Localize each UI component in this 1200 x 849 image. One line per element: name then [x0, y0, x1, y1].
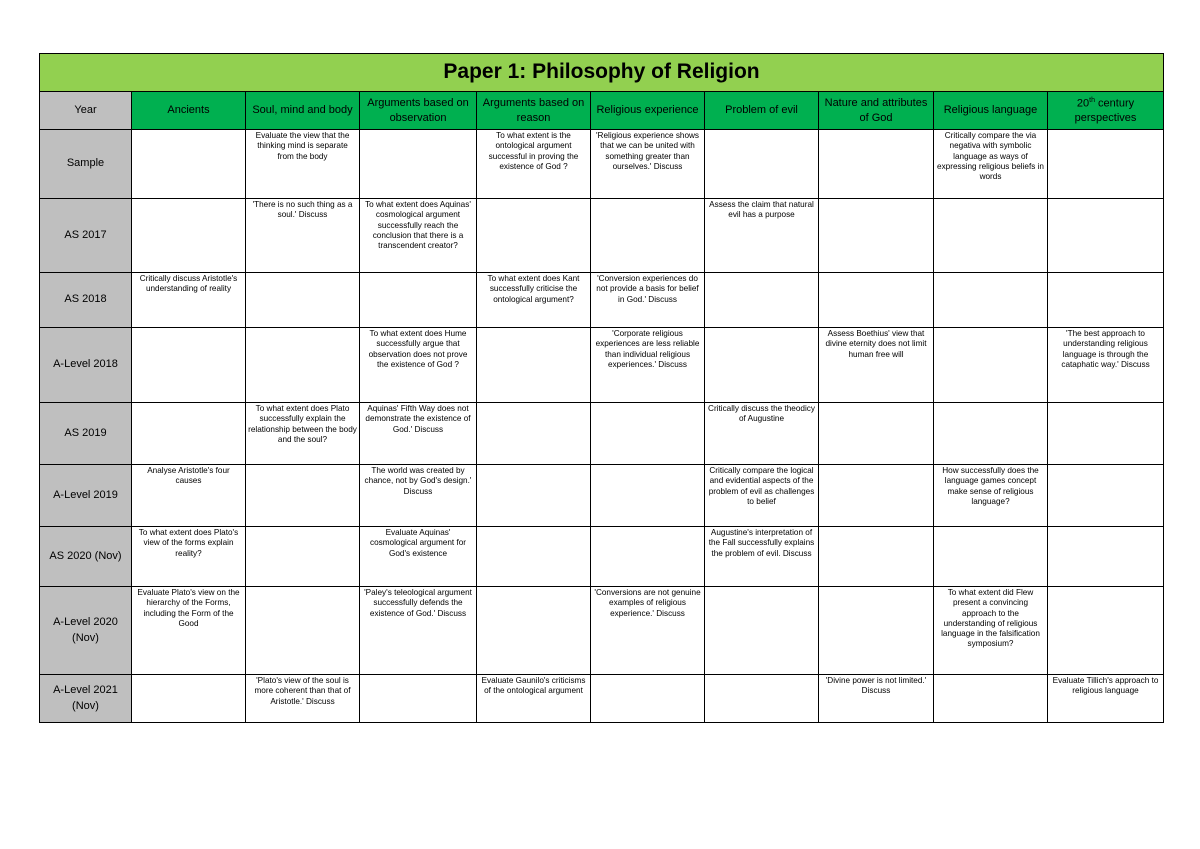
question-cell [705, 273, 819, 328]
question-cell: Analyse Aristotle's four causes [132, 465, 246, 527]
question-cell [819, 130, 934, 199]
table-row [40, 403, 1164, 465]
question-cell [705, 328, 819, 403]
question-cell [246, 527, 360, 587]
question-cell: Critically compare the via negativa with symbolic language as ways of expressing religious beliefs in words [934, 130, 1048, 199]
table-row [40, 273, 1164, 328]
revision-grid-table [39, 53, 1164, 723]
question-cell [132, 199, 246, 273]
question-cell [477, 403, 591, 465]
topic-column-header: Nature and attributes of God [819, 92, 934, 130]
question-cell: 'Corporate religious experiences are less reliable than individual religious experiences.' Discuss [591, 328, 705, 403]
question-cell: To what extent did Flew present a convincing approach to the understanding of religious language in the falsification symposium? [934, 587, 1048, 675]
question-cell [591, 527, 705, 587]
question-cell: To what extent does Plato successfully explain the relationship between the body and the soul? [246, 403, 360, 465]
question-cell [1048, 587, 1164, 675]
question-cell: To what extent does Plato's view of the forms explain reality? [132, 527, 246, 587]
table-row [40, 527, 1164, 587]
table-row [40, 130, 1164, 199]
year-label: Sample [40, 130, 132, 199]
question-cell: Aquinas' Fifth Way does not demonstrate the existence of God.' Discuss [360, 403, 477, 465]
question-cell [819, 199, 934, 273]
question-cell [819, 403, 934, 465]
question-cell: Evaluate Tillich's approach to religious language [1048, 675, 1164, 723]
question-cell [360, 273, 477, 328]
topic-column-header: Arguments based on reason [477, 92, 591, 130]
title-row [40, 54, 1164, 92]
year-column-header: Year [40, 92, 132, 130]
question-cell: Evaluate Gaunilo's criticisms of the ontological argument [477, 675, 591, 723]
question-cell [819, 273, 934, 328]
question-cell [132, 675, 246, 723]
question-cell [132, 328, 246, 403]
year-label: AS 2017 [40, 199, 132, 273]
question-cell [477, 527, 591, 587]
year-label: A-Level 2021 (Nov) [40, 675, 132, 723]
question-cell: 'Plato's view of the soul is more coherent than that of Aristotle.' Discuss [246, 675, 360, 723]
question-cell: 'There is no such thing as a soul.' Discuss [246, 199, 360, 273]
question-cell [819, 527, 934, 587]
question-cell [477, 465, 591, 527]
table-row [40, 675, 1164, 723]
question-cell: Critically compare the logical and evidential aspects of the problem of evil as challenges to belief [705, 465, 819, 527]
question-cell [934, 675, 1048, 723]
question-cell [132, 403, 246, 465]
question-cell [477, 199, 591, 273]
question-cell [705, 675, 819, 723]
question-cell [934, 527, 1048, 587]
table-row [40, 465, 1164, 527]
year-label: A-Level 2018 [40, 328, 132, 403]
question-cell: Evaluate the view that the thinking mind is separate from the body [246, 130, 360, 199]
question-cell: To what extent does Hume successfully argue that observation does not prove the existence of God ? [360, 328, 477, 403]
question-cell [591, 403, 705, 465]
year-label: AS 2019 [40, 403, 132, 465]
table-row [40, 587, 1164, 675]
question-cell [132, 130, 246, 199]
question-cell: 'Paley's teleological argument successfully defends the existence of God.' Discuss [360, 587, 477, 675]
question-cell [934, 199, 1048, 273]
question-cell [246, 465, 360, 527]
question-cell: 'Conversions are not genuine examples of religious experience.' Discuss [591, 587, 705, 675]
question-cell: Assess the claim that natural evil has a purpose [705, 199, 819, 273]
question-cell: 'Conversion experiences do not provide a basis for belief in God.' Discuss [591, 273, 705, 328]
header-row [40, 92, 1164, 130]
question-cell [591, 675, 705, 723]
question-cell [246, 328, 360, 403]
year-label: AS 2018 [40, 273, 132, 328]
topic-column-header: Arguments based on observation [360, 92, 477, 130]
question-cell [934, 403, 1048, 465]
question-cell: Critically discuss the theodicy of Augustine [705, 403, 819, 465]
question-cell [360, 675, 477, 723]
question-cell [819, 587, 934, 675]
question-cell [246, 273, 360, 328]
question-cell [477, 587, 591, 675]
question-cell: To what extent does Kant successfully criticise the ontological argument? [477, 273, 591, 328]
question-cell: Assess Boethius' view that divine eternity does not limit human free will [819, 328, 934, 403]
question-cell [591, 199, 705, 273]
question-cell: 'Divine power is not limited.' Discuss [819, 675, 934, 723]
question-cell: 'Religious experience shows that we can be united with something greater than ourselves.' Discuss [591, 130, 705, 199]
topic-column-header: 20th century perspectives [1048, 92, 1164, 130]
page-title: Paper 1: Philosophy of Religion [40, 54, 1164, 92]
question-cell [1048, 527, 1164, 587]
question-cell: Evaluate Plato's view on the hierarchy of the Forms, including the Form of the Good [132, 587, 246, 675]
table-row [40, 199, 1164, 273]
topic-column-header: Soul, mind and body [246, 92, 360, 130]
question-cell: To what extent is the ontological argument successful in proving the existence of God ? [477, 130, 591, 199]
question-cell [360, 130, 477, 199]
question-cell [1048, 273, 1164, 328]
question-cell [819, 465, 934, 527]
year-label: AS 2020 (Nov) [40, 527, 132, 587]
question-cell: How successfully does the language games concept make sense of religious language? [934, 465, 1048, 527]
question-cell [1048, 403, 1164, 465]
question-cell [705, 587, 819, 675]
question-cell: The world was created by chance, not by God's design.' Discuss [360, 465, 477, 527]
question-cell [246, 587, 360, 675]
question-cell [934, 328, 1048, 403]
year-label: A-Level 2019 [40, 465, 132, 527]
question-cell: Critically discuss Aristotle's understanding of reality [132, 273, 246, 328]
question-cell [1048, 465, 1164, 527]
year-label: A-Level 2020 (Nov) [40, 587, 132, 675]
question-cell [591, 465, 705, 527]
question-cell: 'The best approach to understanding religious language is through the cataphatic way.' Discuss [1048, 328, 1164, 403]
question-cell [477, 328, 591, 403]
question-cell [705, 130, 819, 199]
question-cell: To what extent does Aquinas' cosmological argument successfully reach the conclusion that there is a transcendent creator? [360, 199, 477, 273]
table-row [40, 328, 1164, 403]
topic-column-header: Religious experience [591, 92, 705, 130]
topic-column-header: Problem of evil [705, 92, 819, 130]
question-cell [1048, 130, 1164, 199]
topic-column-header: Ancients [132, 92, 246, 130]
question-cell: Evaluate Aquinas' cosmological argument for God's existence [360, 527, 477, 587]
question-cell [1048, 199, 1164, 273]
question-cell: Augustine's interpretation of the Fall successfully explains the problem of evil. Discuss [705, 527, 819, 587]
question-cell [934, 273, 1048, 328]
topic-column-header: Religious language [934, 92, 1048, 130]
